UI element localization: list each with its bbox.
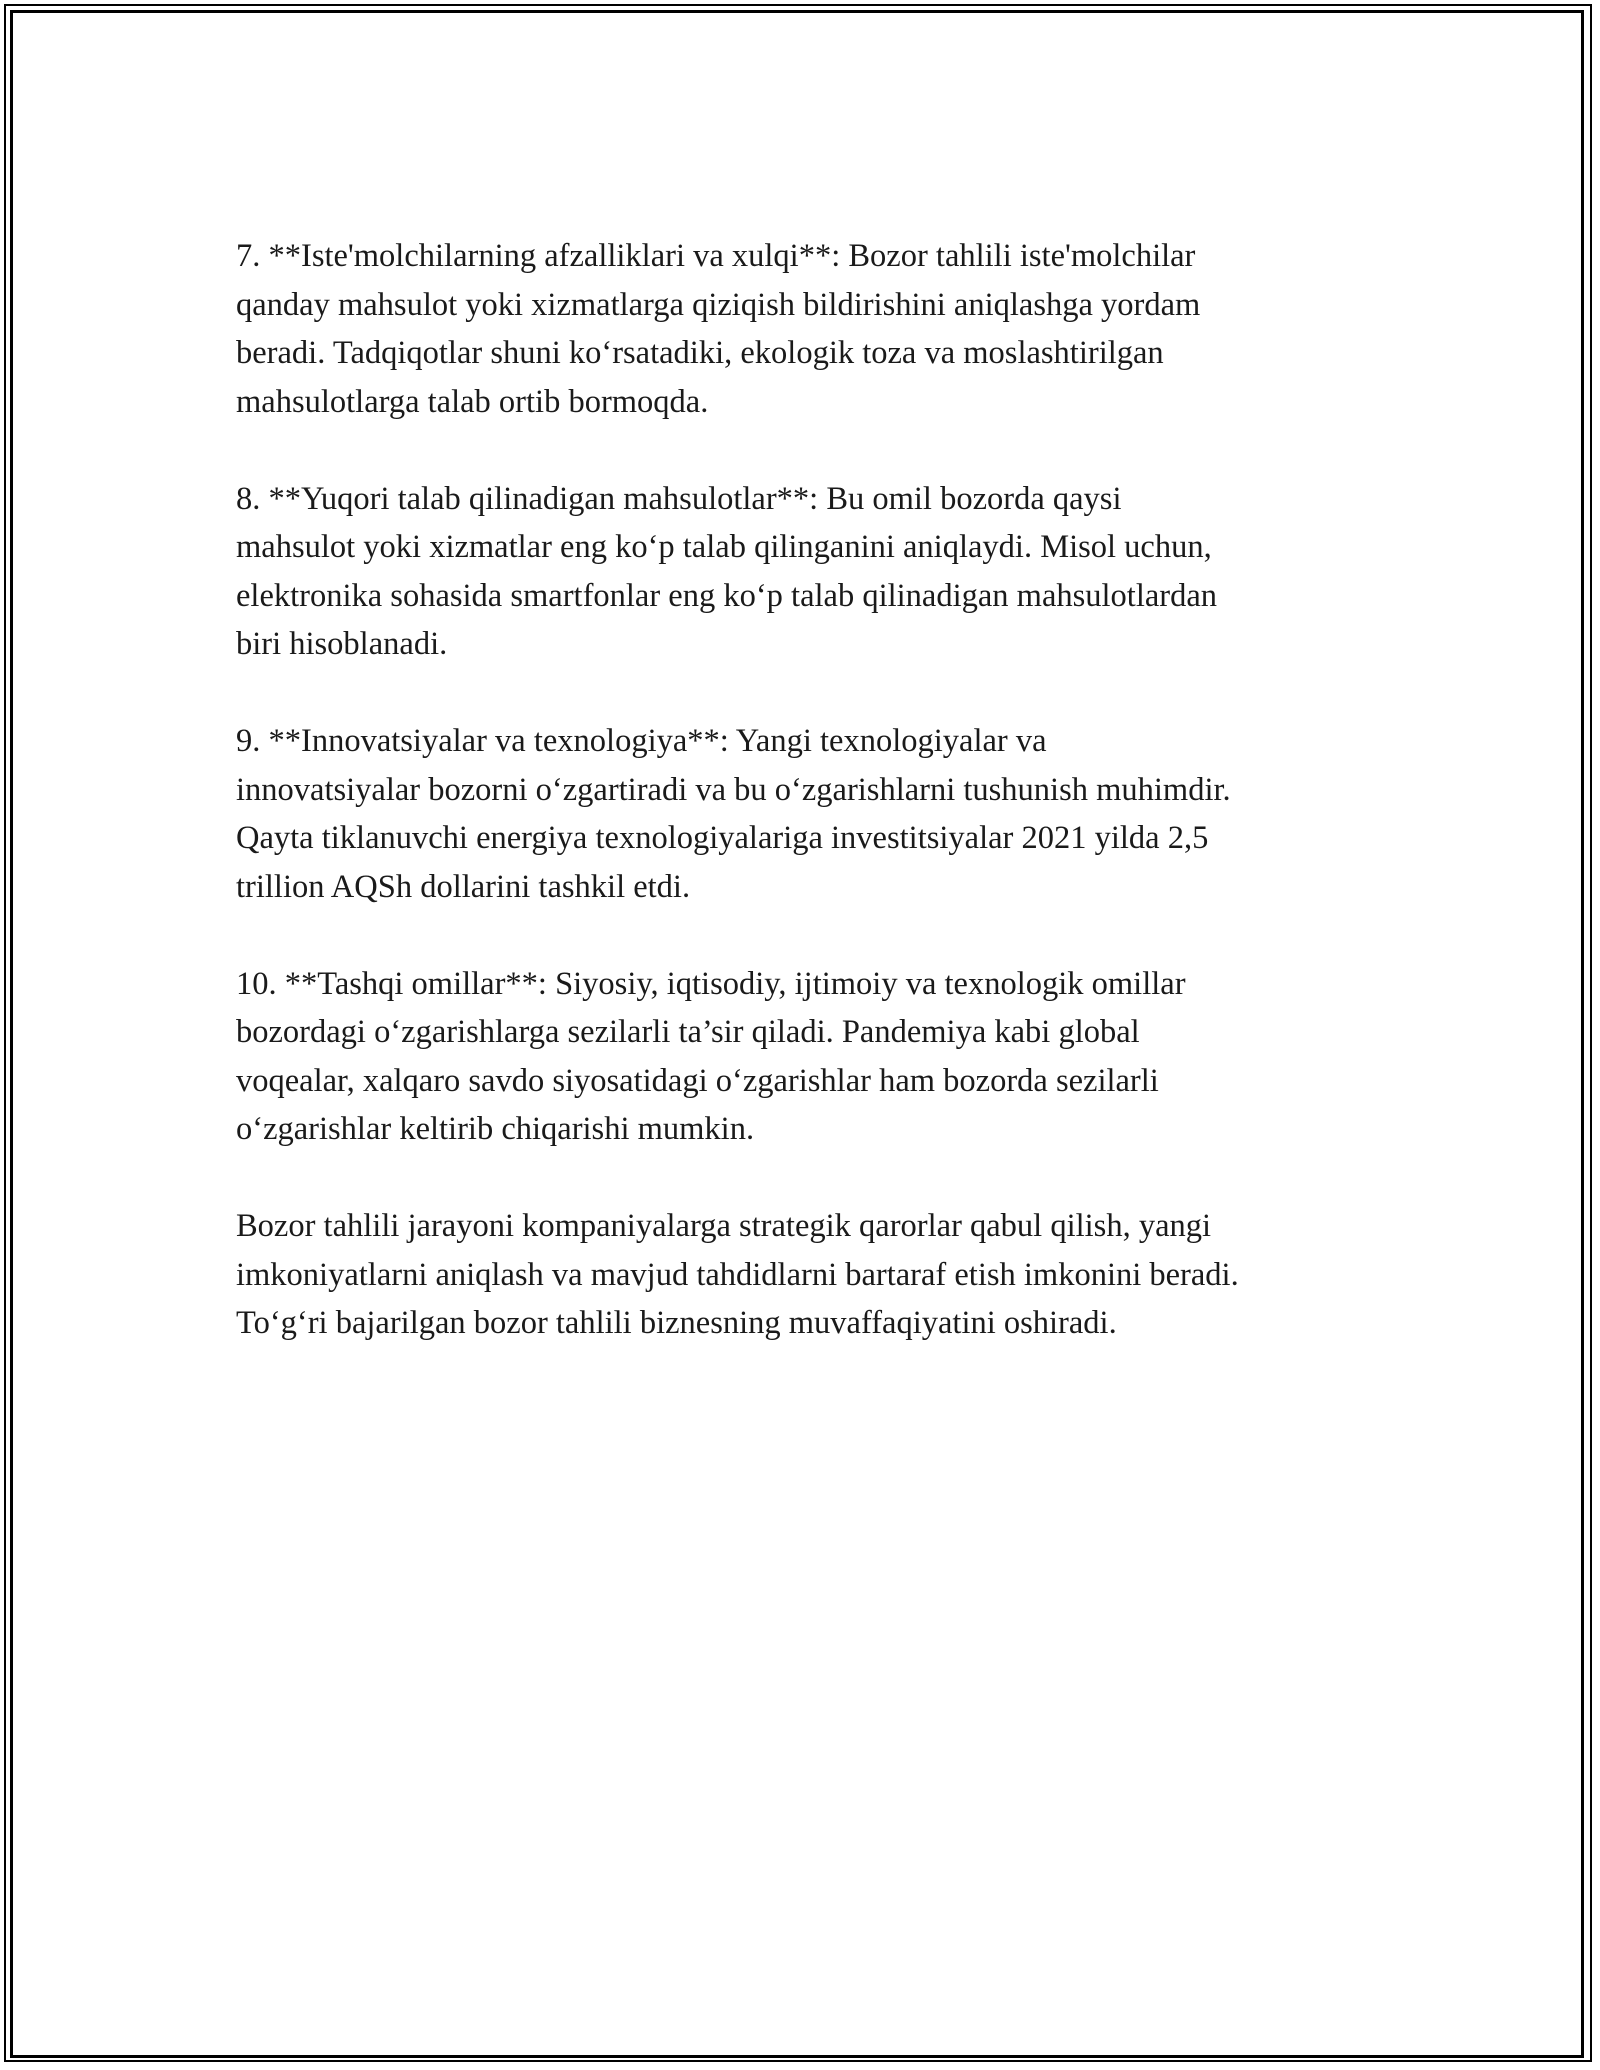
document-body	[236, 232, 1386, 1348]
paragraph-high-demand-products: 8. **Yuqori talab qilinadigan mahsulotlar**: Bu omil bozorda qaysi mahsulot yoki xizmatlar eng koʻp talab qilinganini aniqlaydi. Misol uchun, elektronika sohasida smartfonlar eng koʻp talab qilinadigan mahsulotlardan biri hisoblanadi.	[236, 480, 1218, 662]
paragraph-conclusion: Bozor tahlili jarayoni kompaniyalarga strategik qarorlar qabul qilish, yangi imkoniyatlarni aniqlash va mavjud tahdidlarni bartaraf etish imkonini beradi. Toʻgʻri bajarilgan bozor tahlili biznesning muvaffaqiyatini oshiradi.	[236, 1208, 1239, 1341]
paragraph-consumer-preferences: 7. **Iste'molchilarning afzalliklari va xulqi**: Bozor tahlili iste'molchilar qanday mahsulot yoki xizmatlarga qiziqish bildirishini aniqlashga yordam beradi. Tadqiqotlar shuni koʻrsatadiki, ekologik toza va moslashtirilgan mahsulotlarga talab ortib bormoqda.	[236, 238, 1201, 420]
paragraph-innovation-technology: 9. **Innovatsiyalar va texnologiya**: Yangi texnologiyalar va innovatsiyalar bozorni oʻzgartiradi va bu oʻzgarishlarni tushunish muhimdir. Qayta tiklanuvchi energiya texnologiyalariga investitsiyalar 2021 yilda 2,5 trillion AQSh dollarini tashkil etdi.	[236, 723, 1231, 905]
paragraph-external-factors: 10. **Tashqi omillar**: Siyosiy, iqtisodiy, ijtimoiy va texnologik omillar bozordagi oʻzgarishlarga sezilarli ta’sir qiladi. Pandemiya kabi global voqealar, xalqaro savdo siyosatidagi oʻzgarishlar ham bozorda sezilarli oʻzgarishlar keltirib chiqarishi mumkin.	[236, 965, 1186, 1147]
